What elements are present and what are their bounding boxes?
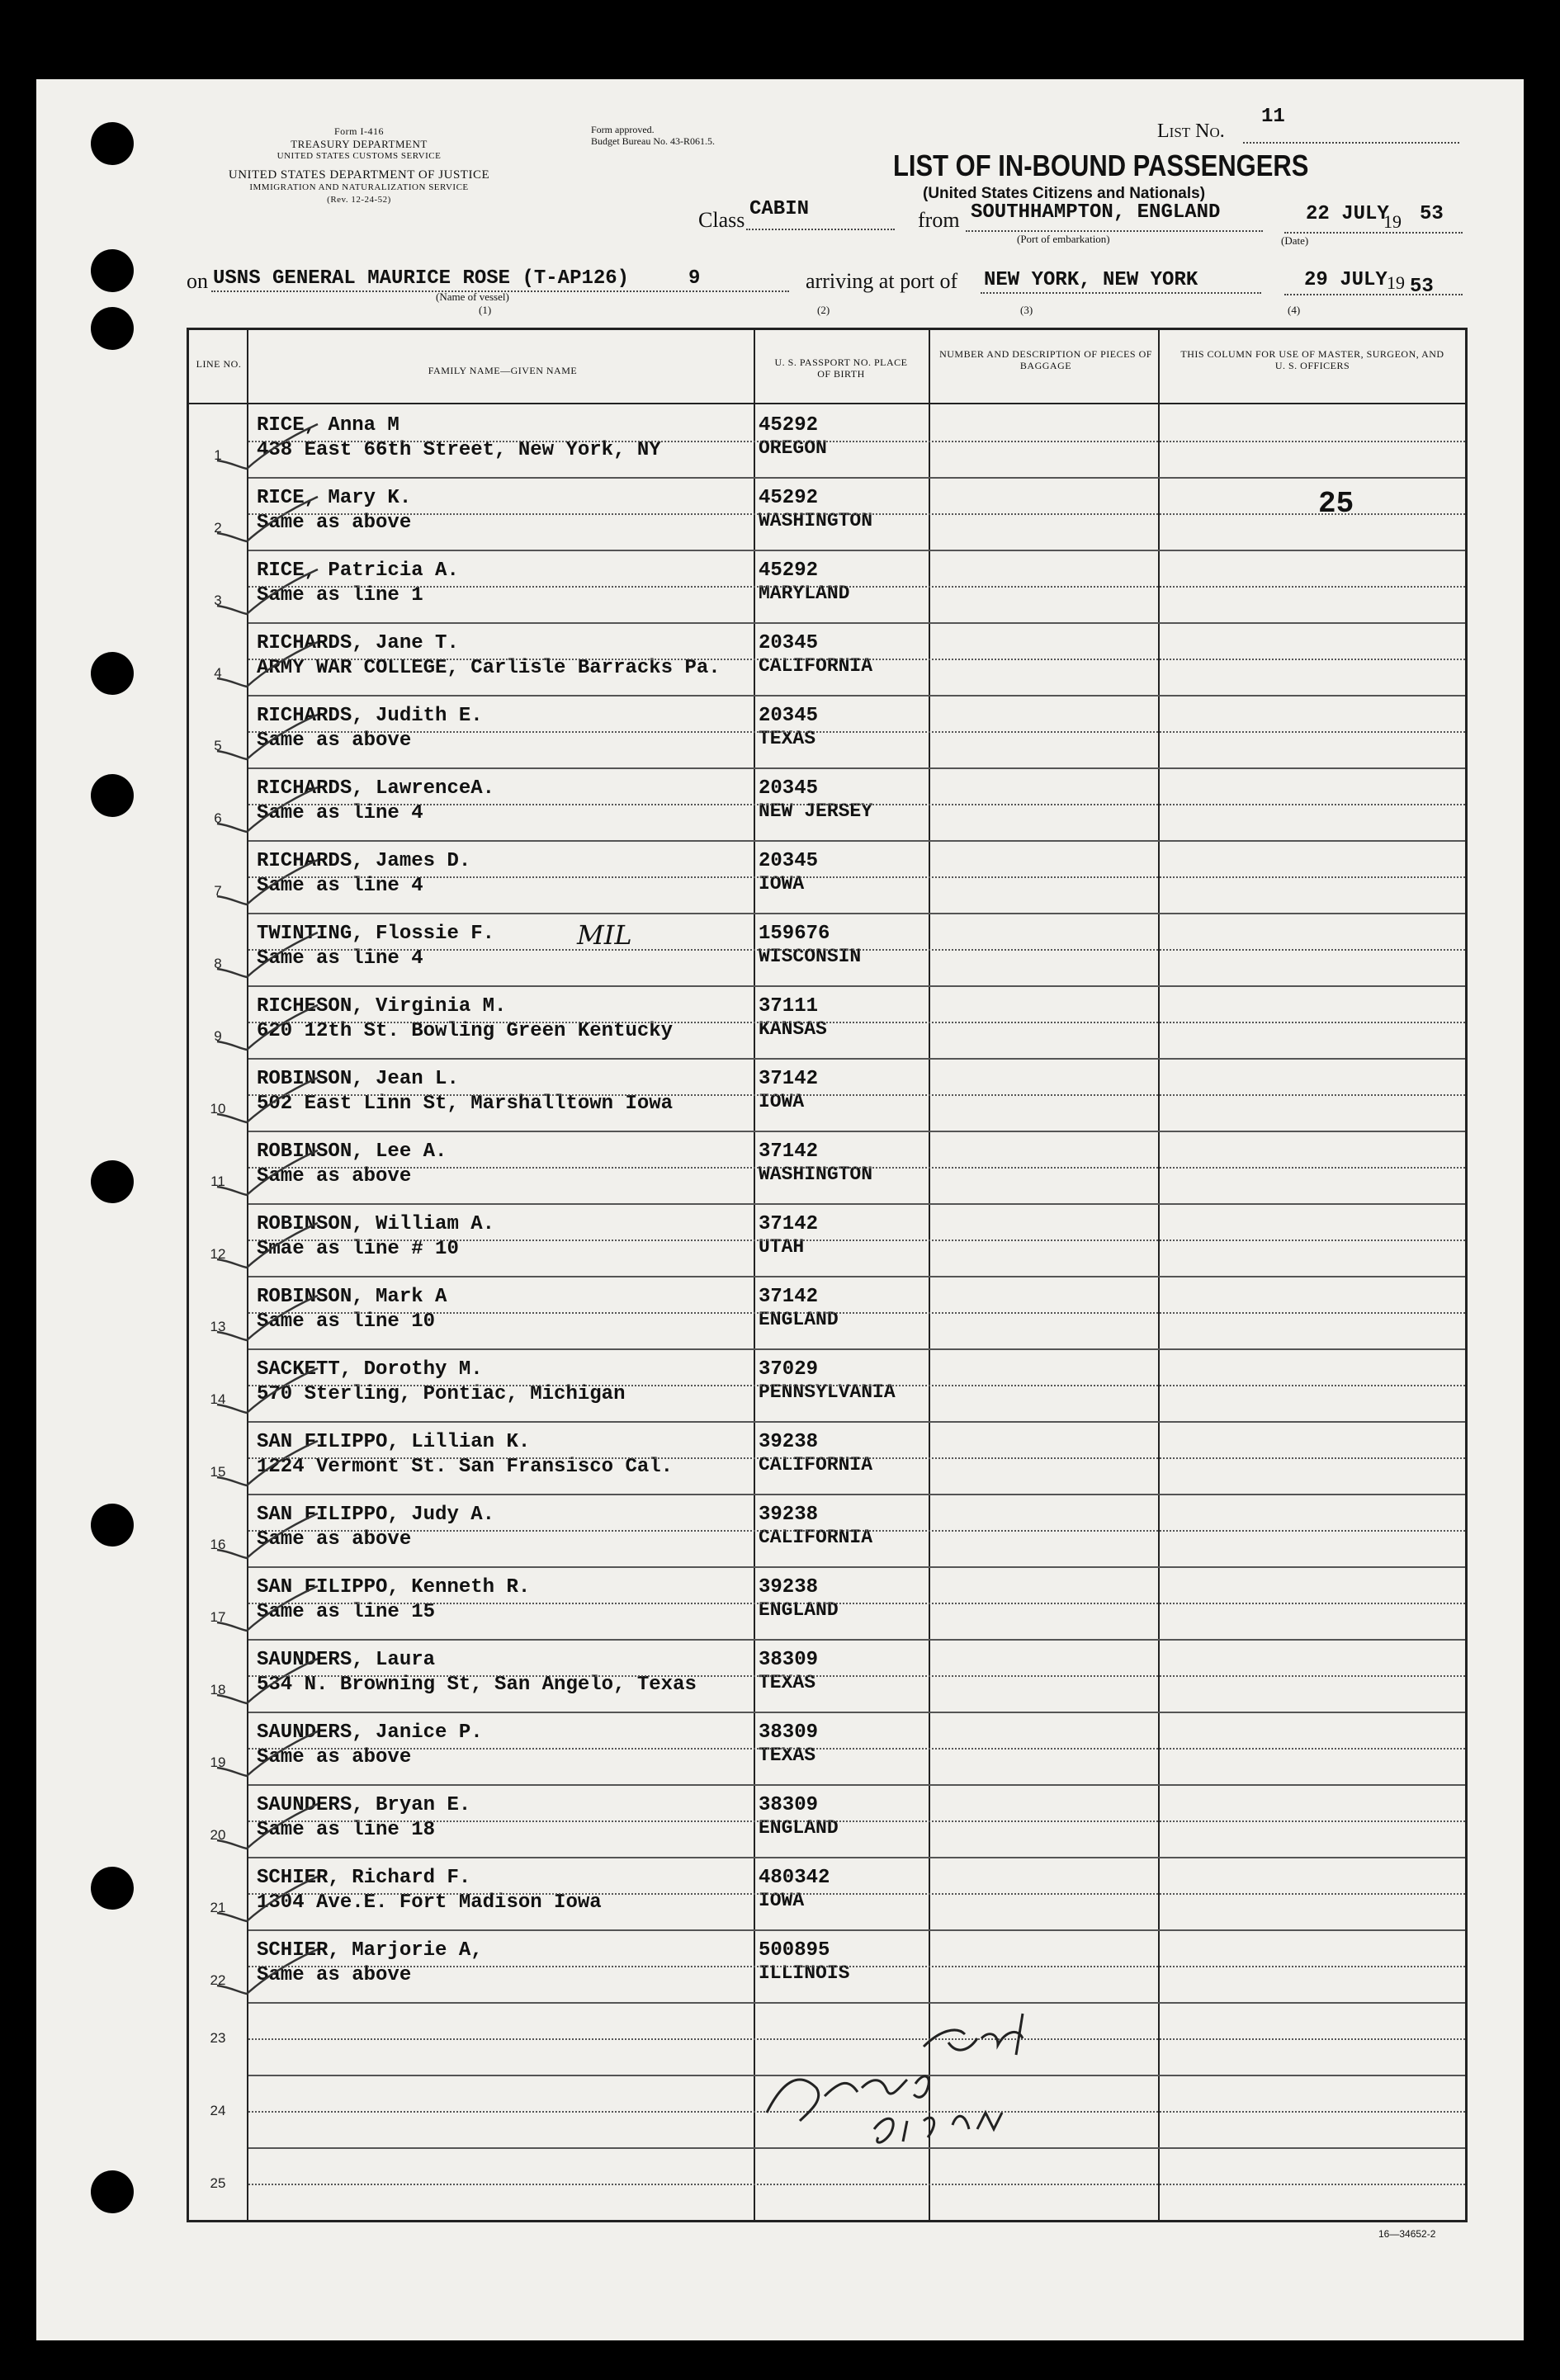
arrival-port-rule: [981, 292, 1261, 294]
place-of-birth: PENNSYLVANIA: [759, 1381, 896, 1403]
passport-number: 20345: [759, 777, 819, 800]
arrival-port: NEW YORK, NEW YORK: [984, 269, 1198, 291]
table-row: [189, 985, 1465, 1058]
arriving-label: arriving at port of: [806, 269, 958, 293]
check-mark-icon: [214, 421, 321, 470]
passport-number: 39238: [759, 1576, 819, 1598]
place-of-birth: IOWA: [759, 1890, 805, 1911]
list-no-label: List No.: [1157, 120, 1225, 142]
row-mid-rule: [248, 1240, 1465, 1241]
passenger-address: Same as line 4: [257, 947, 423, 970]
col-header-passport: U. S. PASSPORT NO. PLACE OF BIRTH: [774, 357, 908, 380]
passenger-name: RICHESON, Virginia M.: [257, 995, 507, 1018]
form-approved-block: [591, 124, 715, 147]
passenger-name: SAN FILIPPO, Judy A.: [257, 1504, 495, 1526]
list-no-rule: [1243, 142, 1459, 144]
place-of-birth: ENGLAND: [759, 1309, 839, 1330]
passenger-name: SAN FILIPPO, Lillian K.: [257, 1431, 531, 1453]
punch-hole: [91, 2170, 134, 2213]
passenger-address: ARMY WAR COLLEGE, Carlisle Barracks Pa.: [257, 657, 721, 679]
passenger-name: SAN FILIPPO, Kenneth R.: [257, 1576, 531, 1598]
passenger-address: 502 East Linn St, Marshalltown Iowa: [257, 1093, 674, 1115]
check-mark-icon: [214, 1728, 321, 1778]
row-mid-rule: [248, 1530, 1465, 1532]
passenger-address: Same as line 1: [257, 584, 423, 607]
place-of-birth: ENGLAND: [759, 1817, 839, 1839]
punch-hole: [91, 774, 134, 817]
arrival-century: 19: [1387, 272, 1405, 293]
table-row: [189, 1348, 1465, 1421]
passenger-address: Same as above: [257, 1165, 412, 1188]
line-number: 21: [210, 1900, 226, 1915]
passenger-address: Same as line 15: [257, 1601, 436, 1623]
officer-count: 25: [1318, 487, 1354, 521]
passport-number: 45292: [759, 414, 819, 437]
col-header-officers: THIS COLUMN FOR USE OF MASTER, SURGEON, AND U. S. OFFICERS: [1180, 348, 1444, 371]
passenger-name: ROBINSON, Lee A.: [257, 1140, 447, 1163]
place-of-birth: MARYLAND: [759, 583, 850, 604]
line-number: 14: [210, 1391, 226, 1407]
check-mark-icon: [214, 857, 321, 906]
table-row: [189, 1639, 1465, 1712]
table-row: [189, 1929, 1465, 2002]
passport-number: 159676: [759, 923, 830, 945]
date-rule: [1284, 232, 1463, 234]
date-caption: (Date): [1281, 234, 1309, 247]
port-rule: [966, 230, 1263, 232]
passenger-name: SCHIER, Marjorie A,: [257, 1939, 483, 1962]
row-mid-rule: [248, 1385, 1465, 1386]
line-number: 16: [210, 1537, 226, 1552]
check-mark-icon: [214, 1002, 321, 1051]
table-row: [189, 404, 1465, 477]
check-mark-icon: [214, 1583, 321, 1632]
line-number: 5: [214, 738, 222, 753]
line-number: 6: [214, 810, 222, 826]
table-row: [189, 840, 1465, 913]
passport-number: 37142: [759, 1286, 819, 1308]
signature-line2: 9:20 A.M.: [767, 2160, 771, 2161]
passport-number: 37142: [759, 1213, 819, 1235]
arrival-year: 53: [1410, 276, 1434, 298]
place-of-birth: CALIFORNIA: [759, 1454, 873, 1476]
passport-number: 45292: [759, 560, 819, 582]
table-row: [189, 1566, 1465, 1639]
passport-number: 39238: [759, 1504, 819, 1526]
from-label: from: [918, 208, 960, 232]
passenger-address: Same as above: [257, 1528, 412, 1551]
row-mid-rule: [248, 2184, 1465, 2185]
row-mid-rule: [248, 1966, 1465, 1967]
place-of-birth: TEXAS: [759, 1672, 816, 1693]
row-mid-rule: [248, 1820, 1465, 1822]
col-header-baggage: NUMBER AND DESCRIPTION OF PIECES OF BAGGAGE: [939, 348, 1152, 371]
row-mid-rule: [248, 876, 1465, 878]
departure-date: 22 JULY: [1306, 203, 1389, 225]
vessel-caption: (Name of vessel): [436, 290, 509, 303]
check-mark-icon: [214, 566, 321, 616]
passport-number: 20345: [759, 850, 819, 872]
row-mid-rule: [248, 586, 1465, 588]
place-of-birth: ILLINOIS: [759, 1962, 850, 1984]
arrival-date: 29 JULY: [1304, 269, 1387, 291]
inspector-signature: [750, 1997, 1097, 2162]
passenger-address: Same as line 4: [257, 802, 423, 824]
row-mid-rule: [248, 441, 1465, 442]
passenger-address: Smae as line # 10: [257, 1238, 459, 1260]
form-revision: (Rev. 12-24-52): [327, 195, 391, 205]
departure-century: 19: [1383, 211, 1402, 232]
place-of-birth: IOWA: [759, 1091, 805, 1112]
check-mark-icon: [214, 1074, 321, 1124]
check-mark-icon: [214, 1510, 321, 1560]
line-number: 19: [210, 1754, 226, 1770]
punch-hole: [91, 307, 134, 350]
line-number: 17: [210, 1609, 226, 1625]
place-of-birth: WASHINGTON: [759, 510, 873, 531]
line-number: 7: [214, 883, 222, 899]
table-row: [189, 1276, 1465, 1348]
line-number: 8: [214, 956, 222, 971]
passenger-address: Same as above: [257, 512, 412, 534]
col1-marker: (1): [479, 304, 492, 316]
line-number: 4: [214, 665, 222, 681]
check-mark-icon: [214, 1365, 321, 1414]
passenger-name: TWINTING, Flossie F.: [257, 923, 495, 945]
immigration-service: IMMIGRATION AND NATURALIZATION SERVICE: [249, 182, 469, 192]
passport-number: 37111: [759, 995, 819, 1018]
line-number: 1: [214, 447, 222, 463]
place-of-birth: WASHINGTON: [759, 1164, 873, 1185]
page-title: LIST OF IN-BOUND PASSENGERS: [893, 149, 1309, 182]
line-number: 15: [210, 1464, 226, 1480]
check-mark-icon: [214, 1873, 321, 1923]
passenger-name: SAUNDERS, Janice P.: [257, 1721, 483, 1744]
row-mid-rule: [248, 1094, 1465, 1096]
table-row: [189, 1712, 1465, 1784]
treasury-department: TREASURY DEPARTMENT: [291, 138, 428, 150]
line-number: 9: [214, 1028, 222, 1044]
col3-marker: (3): [1020, 304, 1033, 316]
punch-hole: [91, 1160, 134, 1203]
vessel-extra: 9: [688, 267, 701, 290]
line-number: 20: [210, 1827, 226, 1843]
class-rule: [746, 229, 895, 230]
place-of-birth: OREGON: [759, 437, 827, 459]
line-number: 24: [210, 2103, 226, 2118]
check-mark-icon: [214, 1438, 321, 1487]
passenger-address: 570 Sterling, Pontiac, Michigan: [257, 1383, 626, 1405]
place-of-birth: ENGLAND: [759, 1599, 839, 1621]
passenger-name: ROBINSON, Jean L.: [257, 1068, 459, 1090]
table-row: [189, 1058, 1465, 1131]
passenger-address: 1224 Vermont St. San Fransisco Cal.: [257, 1456, 674, 1478]
place-of-birth: WISCONSIN: [759, 946, 862, 967]
table-row: [189, 550, 1465, 622]
page-subtitle: (United States Citizens and Nationals): [923, 185, 1206, 202]
port-of-embarkation: SOUTHHAMPTON, ENGLAND: [971, 201, 1221, 224]
passport-number: 38309: [759, 1794, 819, 1816]
passport-number: 37029: [759, 1358, 819, 1381]
passenger-address: Same as line 18: [257, 1819, 436, 1841]
row-mid-rule: [248, 949, 1465, 951]
passport-number: 38309: [759, 1721, 819, 1744]
place-of-birth: CALIFORNIA: [759, 1527, 873, 1548]
port-caption: (Port of embarkation): [1017, 233, 1110, 245]
place-of-birth: TEXAS: [759, 1745, 816, 1766]
passenger-address: Same as above: [257, 730, 412, 752]
punch-hole: [91, 249, 134, 292]
row-mid-rule: [248, 1457, 1465, 1459]
place-of-birth: CALIFORNIA: [759, 655, 873, 677]
passenger-address: Same as line 10: [257, 1310, 436, 1333]
row-mid-rule: [248, 1167, 1465, 1169]
row-mid-rule: [248, 1675, 1465, 1677]
check-mark-icon: [214, 711, 321, 761]
check-mark-icon: [214, 639, 321, 688]
customs-service: UNITED STATES CUSTOMS SERVICE: [277, 151, 442, 161]
place-of-birth: UTAH: [759, 1236, 805, 1258]
passenger-name: RICE, Mary K.: [257, 487, 412, 509]
check-mark-icon: [214, 1801, 321, 1850]
row-mid-rule: [248, 513, 1465, 515]
table-row: [189, 1494, 1465, 1566]
justice-department: UNITED STATES DEPARTMENT OF JUSTICE: [228, 168, 490, 182]
punch-hole: [91, 1504, 134, 1547]
passenger-address: 620 12th St. Bowling Green Kentucky: [257, 1020, 674, 1042]
table-row: [189, 1784, 1465, 1857]
passenger-name: RICHARDS, LawrenceA.: [257, 777, 495, 800]
passport-number: 37142: [759, 1140, 819, 1163]
line-number: 23: [210, 2030, 226, 2046]
row-mid-rule: [248, 1603, 1465, 1604]
row-mid-rule: [248, 1748, 1465, 1750]
row-mid-rule: [248, 1022, 1465, 1023]
table-row: [189, 1131, 1465, 1203]
place-of-birth: KANSAS: [759, 1018, 827, 1040]
row-mid-rule: [248, 659, 1465, 660]
line-number: 2: [214, 520, 222, 536]
table-row: [189, 477, 1465, 550]
passport-number: 39238: [759, 1431, 819, 1453]
passenger-name: RICHARDS, Judith E.: [257, 705, 483, 727]
passenger-name: ROBINSON, Mark A: [257, 1286, 447, 1308]
row-mid-rule: [248, 1312, 1465, 1314]
passenger-name: SCHIER, Richard F.: [257, 1867, 471, 1889]
form-number: Form I-416: [334, 125, 384, 137]
vessel-name: USNS GENERAL MAURICE ROSE (T-AP126): [213, 267, 630, 290]
check-mark-icon: [214, 1220, 321, 1269]
passenger-address: 1304 Ave.E. Fort Madison Iowa: [257, 1891, 602, 1914]
passenger-name: RICE, Patricia A.: [257, 560, 459, 582]
place-of-birth: IOWA: [759, 873, 805, 895]
passenger-name: SAUNDERS, Laura: [257, 1649, 436, 1671]
passenger-name: SAUNDERS, Bryan E.: [257, 1794, 471, 1816]
line-number: 3: [214, 593, 222, 608]
punch-hole: [91, 122, 134, 165]
passenger-name: ROBINSON, William A.: [257, 1213, 495, 1235]
passenger-name: RICHARDS, Jane T.: [257, 632, 459, 654]
col4-marker: (4): [1288, 304, 1301, 316]
budget-bureau: Budget Bureau No. 43-R061.5.: [591, 135, 715, 147]
row-mid-rule: [248, 1893, 1465, 1895]
line-number: 22: [210, 1972, 226, 1988]
passenger-address: Same as above: [257, 1746, 412, 1768]
row-mid-rule: [248, 731, 1465, 733]
passenger-name: RICHARDS, James D.: [257, 850, 471, 872]
handwritten-mil: MIL: [577, 919, 632, 951]
passport-number: 500895: [759, 1939, 830, 1962]
passport-number: 20345: [759, 705, 819, 727]
check-mark-icon: [214, 1655, 321, 1705]
departure-year: 53: [1420, 203, 1444, 225]
passenger-address: Same as line 4: [257, 875, 423, 897]
table-row: [189, 1421, 1465, 1494]
line-number: 10: [210, 1101, 226, 1117]
passenger-name: RICE, Anna M: [257, 414, 399, 437]
col-header-line-no: LINE NO.: [196, 358, 242, 370]
arrival-date-rule: [1284, 294, 1463, 295]
line-number: 25: [210, 2175, 226, 2191]
place-of-birth: TEXAS: [759, 728, 816, 749]
passport-number: 38309: [759, 1649, 819, 1671]
agency-header: [173, 125, 545, 206]
check-mark-icon: [214, 929, 321, 979]
passenger-table: [187, 328, 1468, 2222]
line-number: 11: [210, 1173, 225, 1189]
passport-number: 45292: [759, 487, 819, 509]
row-mid-rule: [248, 804, 1465, 805]
class-value: CABIN: [749, 198, 810, 220]
line-number: 12: [210, 1246, 226, 1262]
passenger-address: 534 N. Browning St, San Angelo, Texas: [257, 1674, 697, 1696]
col-header-name: FAMILY NAME—GIVEN NAME: [428, 365, 578, 376]
class-label: Class: [698, 208, 745, 232]
table-row: [189, 695, 1465, 767]
on-label: on: [187, 269, 208, 293]
form-approved: Form approved.: [591, 124, 655, 135]
punch-hole: [91, 652, 134, 695]
place-of-birth: NEW JERSEY: [759, 800, 873, 822]
check-mark-icon: [214, 1946, 321, 1995]
check-mark-icon: [214, 493, 321, 543]
line-number: 18: [210, 1682, 226, 1698]
table-row: [189, 622, 1465, 695]
check-mark-icon: [214, 1292, 321, 1342]
passenger-address: Same as above: [257, 1964, 412, 1986]
table-row: [189, 913, 1465, 985]
line-number: 13: [210, 1319, 226, 1334]
passport-number: 480342: [759, 1867, 830, 1889]
footer-code: 16—34652-2: [1378, 2228, 1436, 2240]
passenger-name: SACKETT, Dorothy M.: [257, 1358, 483, 1381]
table-row: [189, 767, 1465, 840]
passport-number: 20345: [759, 632, 819, 654]
punch-hole: [91, 1867, 134, 1910]
check-mark-icon: [214, 1147, 321, 1197]
signature-line1: Insp. Guthrie: [767, 2154, 772, 2155]
passport-number: 37142: [759, 1068, 819, 1090]
check-mark-icon: [214, 784, 321, 833]
list-no-value: 11: [1261, 106, 1285, 128]
table-row: [189, 1857, 1465, 1929]
col2-marker: (2): [817, 304, 830, 316]
passenger-address: 438 East 66th Street, New York, NY: [257, 439, 661, 461]
table-row: [189, 1203, 1465, 1276]
